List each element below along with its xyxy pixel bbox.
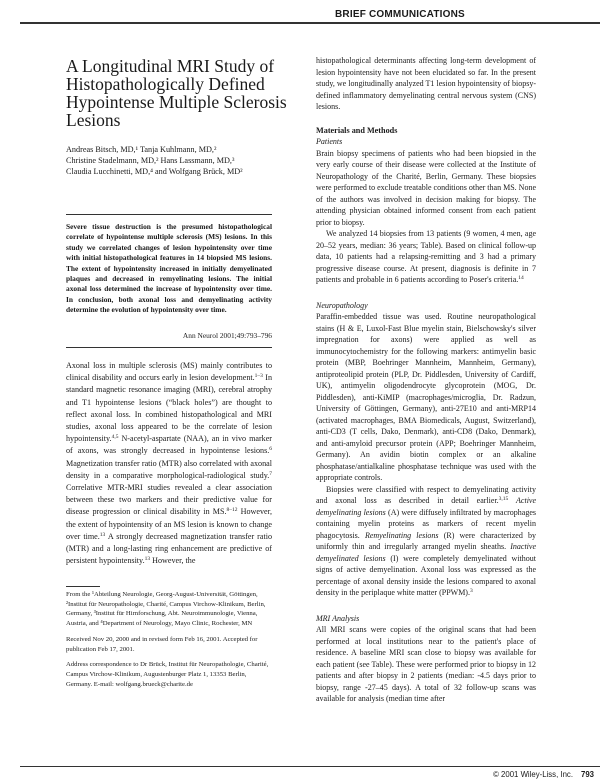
- right-column: [316, 55, 536, 705]
- patients-paragraph: Brain biopsy specimens of patients who had been biopsied in the very early course of their disease were collected at the Institute of Neuropathology of the Charité, Berlin, Germany. These biopsies were performed to exclude treatable conditions other than MS. None of the authors was involved in decision making for biopsy. The attending physician obtained informed consent from each patient prior to biopsy.: [316, 148, 536, 227]
- mri-analysis-heading: MRI Analysis: [316, 613, 360, 623]
- patients-heading: Patients: [316, 137, 343, 146]
- journal-citation: Ann Neurol 2001;49:793–796: [182, 331, 272, 340]
- copyright-notice: © 2001 Wiley-Liss, Inc.: [493, 770, 573, 779]
- abstract-bottom-rule: [66, 347, 272, 348]
- abstract: Severe tissue destruction is the presumed histopathological correlate of hypointense multiple sclerosis (MS) lesions. In this study we correlated changes of lesion hypointensity over time with initial histopathological features in 14 biopsied MS lesions. The extent of hypointensity increased in initially demyelinated plaques and decreased in remyelinating lesions. The initial axonal loss determined the increase of hypointensity over time. In conclusion, both axonal loss and demyelinating activity determine the evolution of hypointensity over time.: [66, 222, 272, 315]
- methods-heading: Materials and Methods: [316, 125, 398, 135]
- affiliations: From the ¹Abteilung Neurologie, Georg-August-Universität, Göttingen, ²Institut für Neuropathologie, Charité, Campus Virchow-Klinikum, Berlin, Germany, ³Institut für Hirnforschung, Abt. Neuroimmunologie, Vienna, Austria, and ⁴Department of Neurology, Mayo Clinic, Rochester, MN: [66, 591, 266, 628]
- intro-paragraph: Axonal loss in multiple sclerosis (MS) mainly contributes to clinical disability and occurs early in lesion development.$^{1-3}$ In standard magnetic resonance imaging (MRI), cerebral atrophy and T1 hypointense lesions (“black holes”) are thought to reflect axonal loss. In combined histopathological and MRI studies, axonal loss appeared to be the correlate of lesion hypointensity.$^{4,5}$ N-acetyl-aspartate (NAA), an in vivo marker of axons, was strongly decreased in hypointense lesions.$^6$ Magnetization transfer ratio (MTR) also correlated with axonal density in a comparative morphological-radiological study.$^7$ Correlative MTR-MRI studies revealed a clear association between these two markers and their predictive value for disease progression or clinical disability in MS.$^{8-12}$ However, the extent of hypointensity of an MS lesion is known to change over time.$^{13}$ A strongly decreased magnetization transfer ratio (MTR) and a long-lasting ring enhancement are predictive of persistent hypointensity.$^{13}$ However, the: [66, 361, 273, 566]
- abstract-top-rule: [66, 214, 272, 215]
- intro-continued: histopathological determinants affecting long-term development of lesion hypointensity have not been elucidated so far. In the present study, we longitudinally analyzed T1 lesion hypointensity of biopsy-defined inflammatory demyelinating central nervous system (CNS) lesions.: [316, 56, 536, 111]
- author-line: Christine Stadelmann, MD,² Hans Lassmann, MD,³: [66, 156, 235, 165]
- neuropathology-paragraph: Paraffin-embedded tissue was used. Routine neuropathological stains (H & E, Luxol-Fast Blue myelin stain, Bielschowsky's silver impregnation for axons) were applied as well as immunocytochemistry for the following markers: antimyelin basic protein (MBP, Boehringer Mannheim, Mannheim, Germany), antiproteolipid protein (PLP, Dr. Piddlesden, University of Cardiff, UK), antimyelin oligodendrocyte glycoprotein (MOG, Dr. Piddlesden), anti-KiMIP (macrophages/microglia, Dr. Radzun, University of Göttingen, Germany), anti-27E10 and anti-MRP14 (activated macrophages, BMA Biomedicals, August, Switzerland), anti-CD3 (T cells, Dako, Denmark), anti-CD8 (Dako, Denmark), and anti-amyloid precursor protein (APP; Boehringer Mannheim, Germany). An avidin biotin complex or an alkaline phosphatase/antialkaline phosphatase technique was used with the appropriate controls.: [316, 312, 536, 482]
- page-number: 793: [580, 770, 594, 779]
- footnotes: [66, 590, 272, 695]
- neuropathology-paragraph: Biopsies were classified with respect to demyelinating activity and axonal loss as described in detail earlier.$^{3,15}$ Active demyelinating lesions (A) were diffusely infiltrated by macrophages containing myelin proteins as markers of recent myelin phagocytosis. Remyelinating lesions (R) were characterized by uniformly thin and irregularly arranged myelin sheaths. Inactive demyelinated lesions (I) were completely demyelinated without signs of active demyelination. Axonal loss was expressed as the percentage of axonal density inside the lesions compared to axonal density in the periplaque white matter (PPWM).$^3$: [316, 484, 537, 597]
- author-line: Claudia Lucchinetti, MD,⁴ and Wolfgang Brück, MD²: [66, 167, 243, 176]
- correspondence-address: Address correspondence to Dr Brück, Institut für Neuropathologie, Charité, Campus Virchow-Klinikum, Augustenburger Platz 1, 13353 Berlin, Germany. E-mail: wolfgang.brueck@charite.de: [66, 661, 269, 688]
- patients-paragraph: We analyzed 14 biopsies from 13 patients (9 women, 4 men, age 20–52 years, median: 36 years; Table). Based on clinical follow-up data, 10 patients had a relapsing-remitting and 3 had a primary progressive disease course. At present, diagnosis is definite in 7 patients and probable in 6 patients according to Poser's criteria.$^{14}$: [316, 229, 536, 284]
- received-dates: Received Nov 20, 2000 and in revised form Feb 16, 2001. Accepted for publication Feb 17, 2001.: [66, 635, 258, 653]
- introduction-text: [66, 360, 272, 567]
- footnote-rule: [66, 586, 100, 587]
- page-footer: [493, 770, 594, 779]
- footer-rule: [20, 766, 600, 767]
- author-list: [66, 144, 311, 177]
- article-title: A Longitudinal MRI Study of Histopathologically Defined Hypointense Multiple Sclerosis Lesions: [66, 56, 287, 130]
- header-rule: [20, 22, 600, 24]
- mri-analysis-paragraph: All MRI scans were copies of the original scans that had been performed at local institutions near to the patient's place of residence. A baseline MRI scan close to biopsy was available for each patient (see Table). These were performed prior to biopsy in 12 patients and after biopsy in 2 patients (median: -4.5 days prior to biopsy, range -27–45 days). A total of 32 follow-up scans was available for analysis (median time after: [316, 625, 536, 703]
- section-header: BRIEF COMMUNICATIONS: [335, 9, 465, 20]
- author-line: Andreas Bitsch, MD,¹ Tanja Kuhlmann, MD,²: [66, 145, 217, 154]
- neuropathology-heading: Neuropathology: [316, 300, 368, 310]
